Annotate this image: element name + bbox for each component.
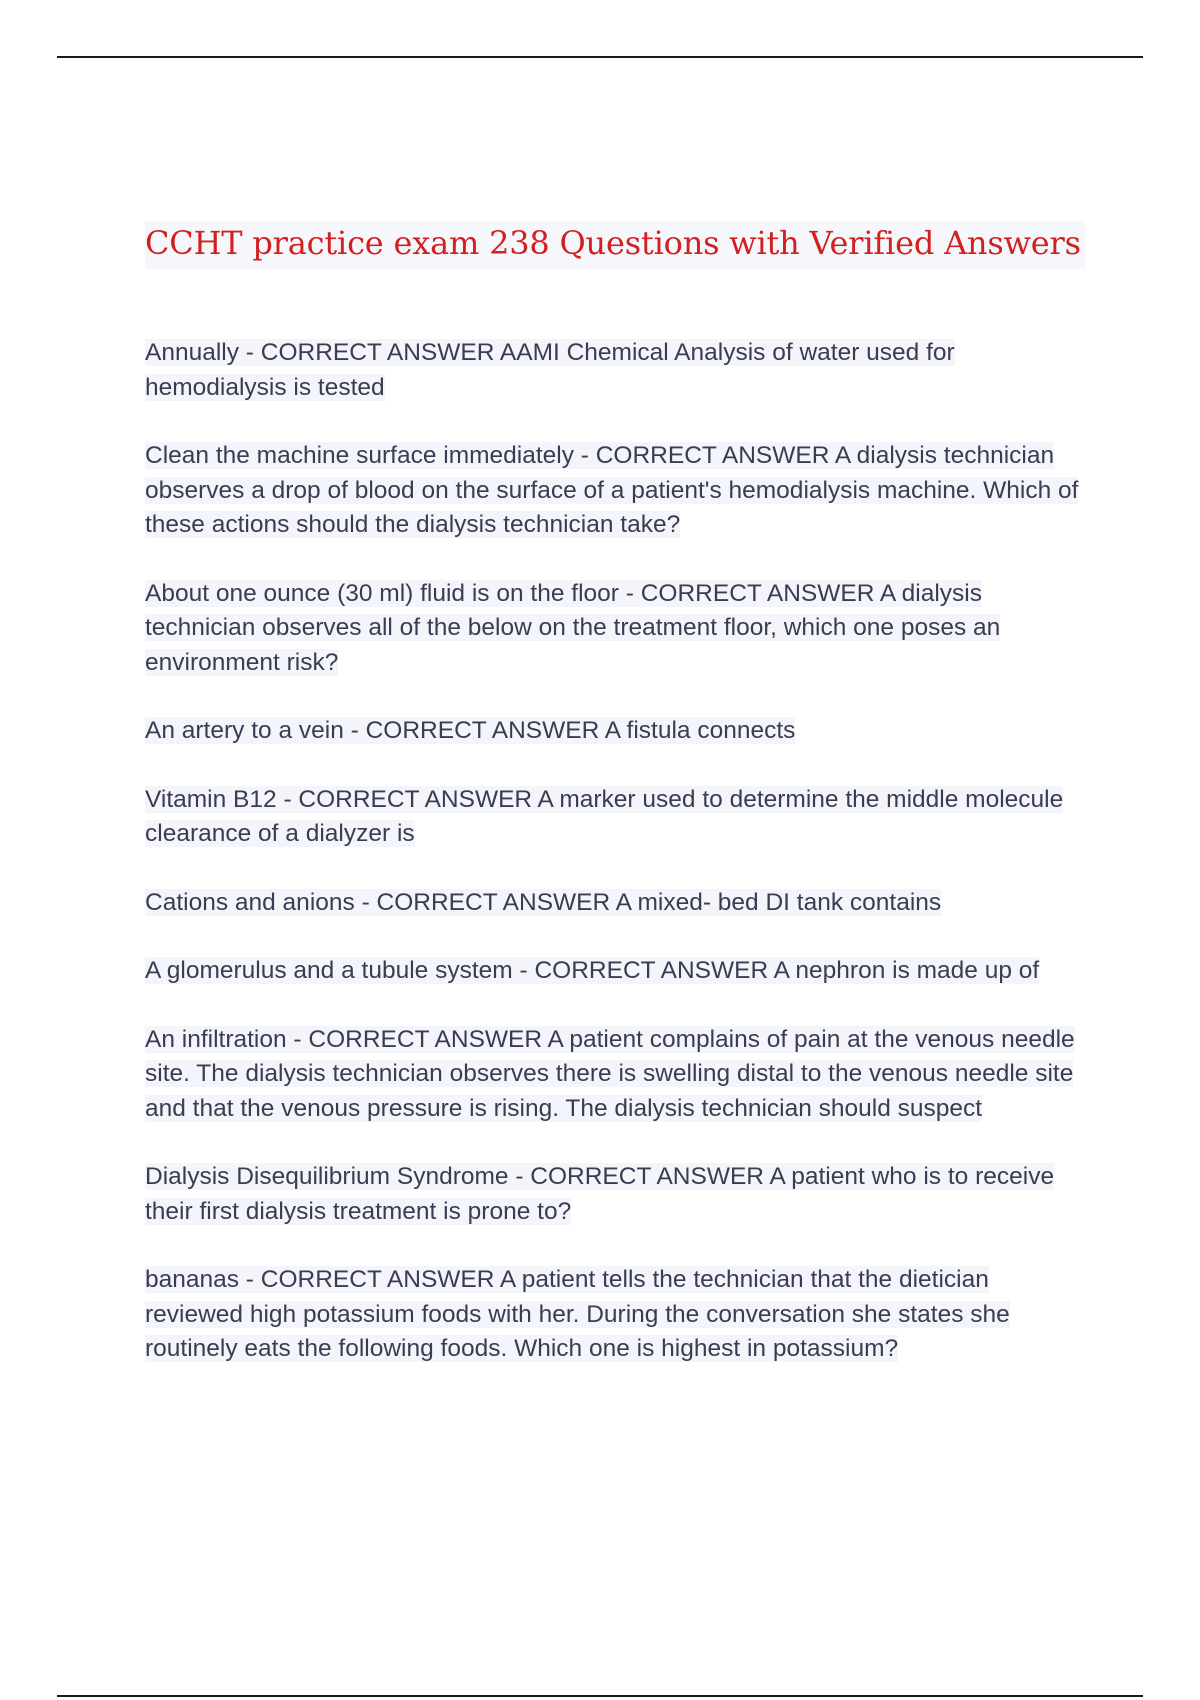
top-rule (57, 56, 1143, 58)
document-title: CCHT practice exam 238 Questions with Verified Answers (145, 221, 1085, 269)
qa-text: An artery to a vein - CORRECT ANSWER A fistula connects (145, 717, 796, 744)
qa-text: Cations and anions - CORRECT ANSWER A mixed- bed DI tank contains (145, 888, 942, 916)
qa-item (145, 1023, 1085, 1127)
qa-item (145, 886, 1085, 921)
qa-item (145, 336, 1085, 405)
qa-text: Annually - CORRECT ANSWER AAMI Chemical Analysis of water used for hemodialysis is tested (145, 339, 955, 401)
qa-item (145, 1160, 1085, 1229)
qa-item (145, 714, 1085, 749)
qa-item (145, 1263, 1085, 1367)
qa-text: An infiltration - CORRECT ANSWER A patient complains of pain at the venous needle site. The dialysis technician observes there is swelling distal to the venous needle site and that the venous pressure is rising. The dialysis technician should suspect (145, 1025, 1075, 1122)
qa-item (145, 439, 1085, 543)
qa-text: Vitamin B12 - CORRECT ANSWER A marker used to determine the middle molecule clearance of a dialyzer is (145, 785, 1064, 847)
qa-text: Clean the machine surface immediately - CORRECT ANSWER A dialysis technician observes a drop of blood on the surface of a patient's hemodialysis machine. Which of these actions should the dialysis technician take? (145, 442, 1079, 538)
qa-list (145, 336, 1085, 1401)
qa-item (145, 783, 1085, 852)
bottom-rule (57, 1695, 1143, 1697)
qa-text: bananas - CORRECT ANSWER A patient tells the technician that the dietician reviewed high potassium foods with her. During the conversation she states she routinely eats the following foods. Which one is highest in potassium? (145, 1266, 1010, 1362)
qa-text: About one ounce (30 ml) fluid is on the floor - CORRECT ANSWER A dialysis technician observes all of the below on the treatment floor, which one poses an environment risk? (145, 579, 1001, 676)
qa-text: Dialysis Disequilibrium Syndrome - CORRECT ANSWER A patient who is to receive their first dialysis treatment is prone to? (145, 1163, 1055, 1225)
qa-item (145, 954, 1085, 989)
qa-item (145, 577, 1085, 681)
qa-text: A glomerulus and a tubule system - CORRECT ANSWER A nephron is made up of (145, 957, 1040, 984)
